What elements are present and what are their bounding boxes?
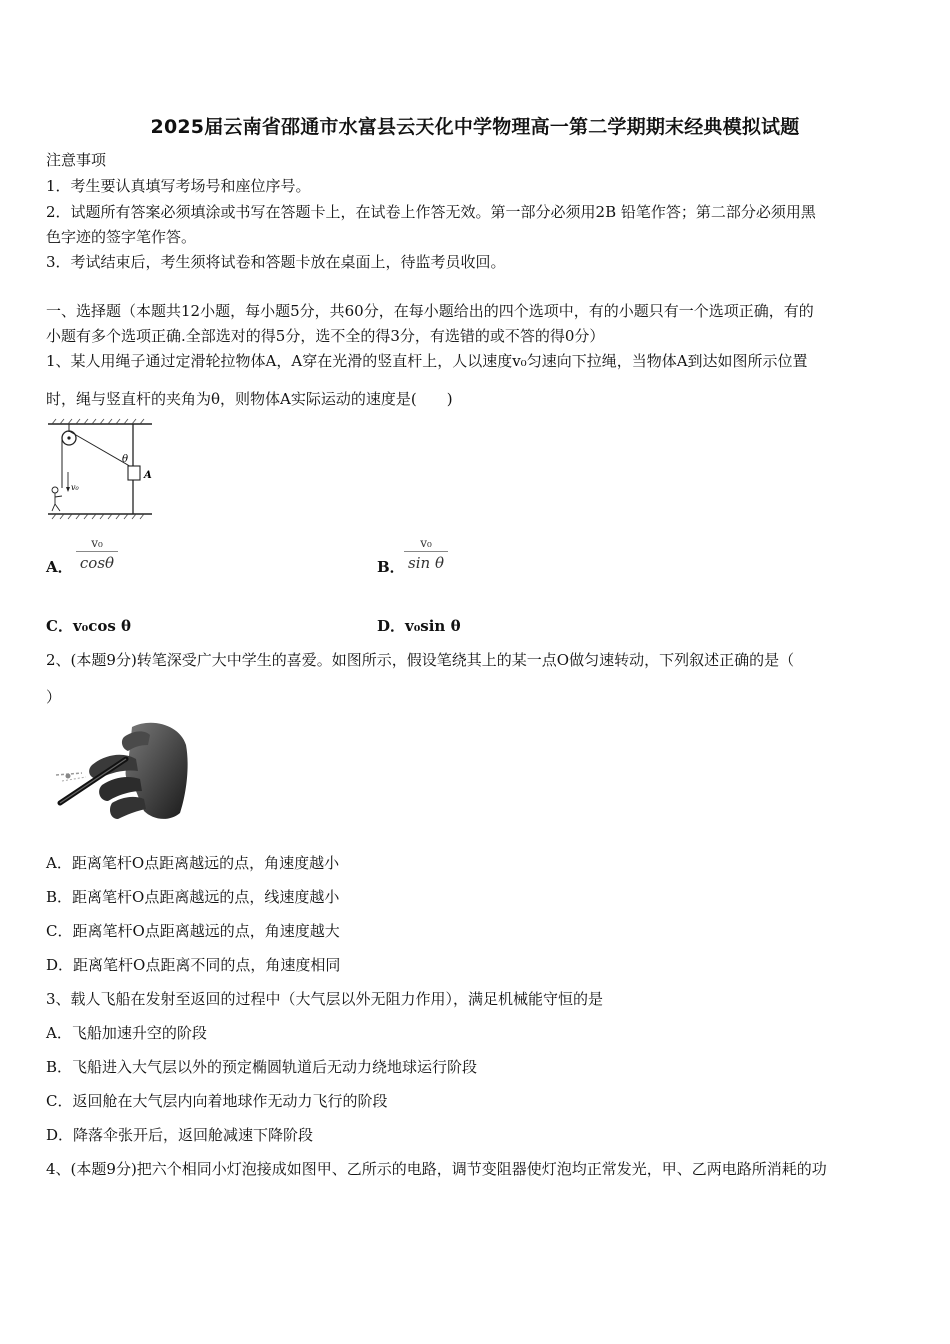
pulley-diagram (44, 418, 159, 523)
note-item: 2．试题所有答案必须填涂或书写在答题卡上，在试卷上作答无效。第一部分必须用2B 铅笔作答；第二部分必须用黑 (46, 203, 816, 221)
q1-option-a-fraction (76, 536, 118, 572)
velocity-label: v₀ (71, 483, 79, 492)
q3-option-d: D．降落伞张开后，返回舱减速下降阶段 (46, 1126, 314, 1144)
section-heading: 一、选择题（本题共12小题，每小题5分，共60分，在每小题给出的四个选项中，有的小题只有一个选项正确，有的 (46, 302, 814, 320)
note-item: 1．考生要认真填写考场号和座位序号。 (46, 177, 311, 195)
q3-stem: 3、载人飞船在发射至返回的过程中（大气层以外无阻力作用），满足机械能守恒的是 (46, 990, 604, 1008)
q2-option-b: B．距离笔杆O点距离越远的点，线速度越小 (46, 888, 340, 906)
pen-spinning-photo (52, 715, 192, 830)
q3-option-a: A．飞船加速升空的阶段 (46, 1024, 207, 1042)
q2-option-a: A．距离笔杆O点距离越远的点，角速度越小 (46, 854, 340, 872)
q1-stem: 1、某人用绳子通过定滑轮拉物体A，A穿在光滑的竖直杆上，人以速度v₀匀速向下拉绳，当物体A到达如图所示位置 (46, 352, 808, 370)
q1-option-c: C．v₀cos θ (46, 617, 132, 635)
fraction-numerator: v₀ (91, 536, 103, 550)
q1-option-b-label: B． (377, 558, 405, 576)
theta-label: θ (122, 454, 129, 465)
q3-option-b: B．飞船进入大气层以外的预定椭圆轨道后无动力绕地球运行阶段 (46, 1058, 478, 1076)
q3-option-c: C．返回舱在大气层内向着地球作无动力飞行的阶段 (46, 1092, 388, 1110)
note-item: 3．考试结束后，考生须将试卷和答题卡放在桌面上，待监考员收回。 (46, 253, 506, 271)
page-title: 2025届云南省邵通市水富县云天化中学物理高一第二学期期末经典模拟试题 (150, 116, 800, 138)
q1-option-b-fraction (404, 536, 448, 572)
fraction-bar (404, 551, 448, 552)
fraction-numerator: v₀ (420, 536, 432, 550)
fraction-bar (76, 551, 118, 552)
mass-label: A (144, 470, 152, 481)
fraction-denominator: sin θ (408, 554, 444, 572)
q2-stem-cont: ） (46, 688, 62, 706)
q1-stem-cont: 时，绳与竖直杆的夹角为θ，则物体A实际运动的速度是( ) (46, 390, 453, 408)
q2-stem: 2、(本题9分)转笔深受广大中学生的喜爱。如图所示，假设笔绕其上的某一点O做匀速转动，下列叙述正确的是（ (46, 651, 795, 669)
fraction-denominator: cosθ (79, 554, 115, 572)
note-item: 色字迹的签字笔作答。 (46, 228, 197, 246)
q2-option-c: C．距离笔杆O点距离越远的点，角速度越大 (46, 922, 340, 940)
section-heading-cont: 小题有多个选项正确.全部选对的得5分，选不全的得3分，有选错的或不答的得0分） (46, 327, 605, 345)
q1-option-a-label: A． (46, 558, 73, 576)
q1-option-d: D．v₀sin θ (377, 617, 461, 635)
notes-heading: 注意事项 (46, 151, 107, 169)
q2-option-d: D．距离笔杆O点距离不同的点，角速度相同 (46, 956, 341, 974)
q4-stem: 4、(本题9分)把六个相同小灯泡接成如图甲、乙所示的电路，调节变阻器使灯泡均正常发光，甲、乙两电路所消耗的功 (46, 1160, 827, 1178)
